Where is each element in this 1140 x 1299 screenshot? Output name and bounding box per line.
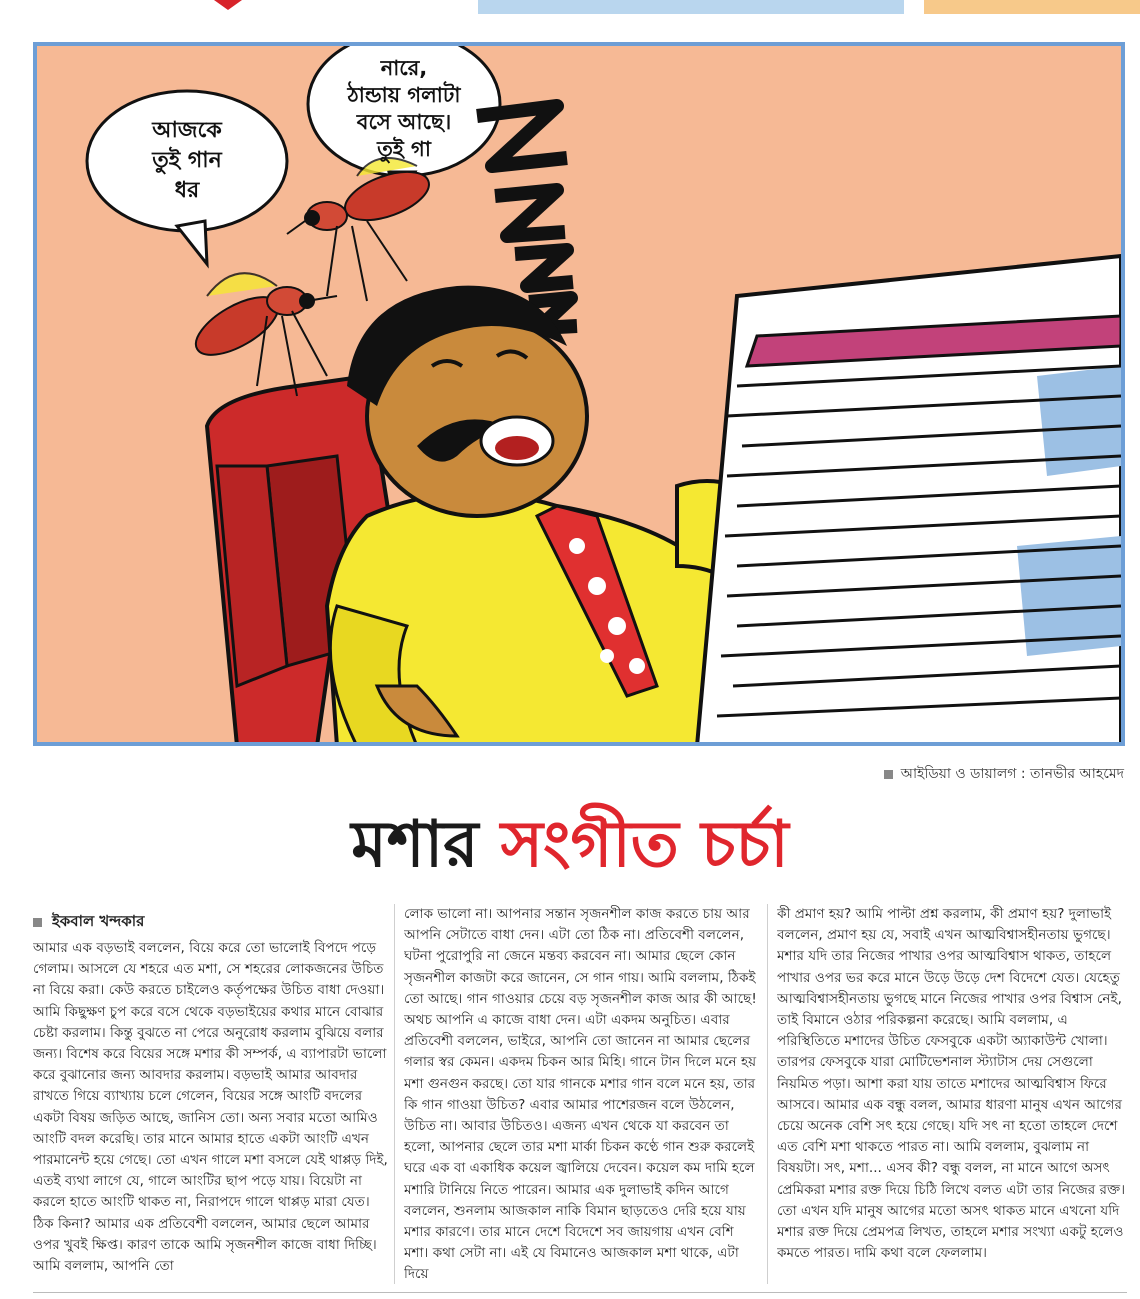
speech-bubble-right-text xyxy=(315,46,493,172)
cartoon-illustration xyxy=(33,42,1125,746)
headline-part-2: সংগীত চর্চা xyxy=(500,807,789,882)
credit-text: আইডিয়া ও ডায়ালগ : তানভীর আহমেদ xyxy=(900,766,1124,782)
square-bullet-icon xyxy=(33,918,42,927)
bubble-right-line: বসে আছে। xyxy=(356,110,452,134)
article-column-3 xyxy=(777,904,1127,1284)
top-orange-band xyxy=(924,0,1140,14)
bubble-right-line: ঠান্ডায় গলাটা xyxy=(347,83,461,107)
article-column-1 xyxy=(33,938,388,1283)
bubble-right-line: তুই গা xyxy=(377,137,431,161)
mosquito-right xyxy=(287,158,435,301)
top-color-strip xyxy=(0,0,1140,16)
speech-bubble-left-text xyxy=(89,94,285,228)
column-text: কী প্রমাণ হয়? আমি পাল্টা প্রশ্ন করলাম, কী প্রমাণ হয়? দুলাভাই বললেন, প্রমাণ হয় যে, সবাই এখন আত্মবিশ্বাসহীনতায় ভুগছে। মশার যদি তার নিজের পাখার ওপর আত্মবিশ্বাস থাকত, তাহলে পাখার ওপর ভর করে মানে উড়ে উড়ে দেশ বিদেশে যেত। যেহেতু আত্মবিশ্বাসহীনতায় ভুগছে মানে নিজের পাখার ওপর বিশ্বাস নেই, তাই বিমানে ওঠার পরিকল্পনা করেছে। আমি বললাম, এ পরিস্থিতিতে মশাদের উচিত ফেসবুকে একটা অ্যাকাউন্ট খোলা। তারপর ফেসবুকে যারা মোটিভেশনাল স্ট্যাটাস দেয় সেগুলো নিয়মিত পড়া। আশা করা যায় তাতে মশাদের আত্মবিশ্বাস ফিরে আসবে। আমার এক বন্ধু বলল, আমার ধারণা মানুষ এখন আগের চেয়ে অনেক বেশি সৎ হয়ে গেছে। যদি সৎ না হতো তাহলে দেশে এত বেশি মশা থাকতে পারত না। আমি বললাম, বুঝলাম না বিষয়টা। সৎ, মশা... এসব কী? বন্ধু বলল, না মানে আগে অসৎ প্রেমিকরা মশার রক্ত দিয়ে চিঠি লিখে বলত এটা তার নিজের রক্ত। তো এখন যদি মানুষ আগের মতো অসৎ থাকত মানে এখনো যদি মশার রক্ত দিয়ে প্রেমপত্র লিখত, তাহলে মশার সংখ্যা একটু হলেও কমতে পারত। দামি কথা বলে ফেললাম। xyxy=(777,906,1126,1262)
bottom-rule xyxy=(33,1292,1127,1293)
article-headline xyxy=(0,800,1140,890)
bubble-left-line: তুই গান xyxy=(152,148,222,173)
bubble-left-line: ধর xyxy=(174,178,200,203)
top-red-marker xyxy=(214,0,242,10)
article-column-2 xyxy=(404,904,759,1284)
mosquito-left xyxy=(187,273,337,396)
author-byline xyxy=(33,910,144,935)
top-blue-band xyxy=(478,0,904,14)
file-stack xyxy=(697,256,1121,742)
author-name: ইকবাল খন্দকার xyxy=(52,912,145,930)
snore-z-3 xyxy=(515,250,573,286)
square-bullet-icon xyxy=(884,770,893,779)
column-divider xyxy=(394,904,395,1284)
headline-part-1: মশার xyxy=(351,807,479,882)
snore-z-2 xyxy=(495,190,565,236)
column-divider xyxy=(767,904,768,1284)
bubble-right-line: নারে, xyxy=(380,56,428,80)
bubble-left-line: আজকে xyxy=(152,118,222,143)
illustration-credit xyxy=(884,762,1124,786)
column-text: লোক ভালো না। আপনার সন্তান সৃজনশীল কাজ করতে চায় আর আপনি সেটাতে বাধা দেন। এটা তো ঠিক না। প্রতিবেশী বললেন, ঘটনা পুরোপুরি না জেনে মন্তব্য করবেন না। আমার ছেলে কোন সৃজনশীল কাজটা করে জানেন, সে গান গায়। আমি বললাম, ঠিকই তো আছে। গান গাওয়ার চেয়ে বড় সৃজনশীল কাজ আর কী আছে! অথচ আপনি এ কাজে বাধা দেন। এটা একদম অনুচিত। এবার প্রতিবেশী বললেন, ভাইরে, আপনি তো জানেন না আমার ছেলের গলার স্বর কেমন। একদম চিকন আর মিহি। গানে টান দিলে মনে হয় মশা গুনগুন করছে। তো যার গানকে মশার গান বলে মনে হয়, তার কি গান গাওয়া উচিত? এবার আমার পাশেরজন বলে উঠলেন, উচিত না। আবার উচিতও। এজন্য এখন থেকে যা করবেন তা হলো, আপনার ছেলে তার মশা মার্কা চিকন কণ্ঠে গান শুরু করলেই ঘরে এক বা একাধিক কয়েল জ্বালিয়ে দেবেন। কয়েল কম দামি হলে মশারি টানিয়ে নিতে পারেন। আমার এক দুলাভাই কদিন আগে বললেন, শুনলাম আজকাল নাকি বিমান ছাড়তেও দেরি হয়ে যায় মশার কারণে। তার মানে দেশে বিদেশে সব জায়গায় এখন বেশি মশা। কথা সেটা না। এই যে বিমানেও আজকাল মশা থাকে, এটা দিয়ে xyxy=(404,906,757,1283)
column-text: আমার এক বড়ভাই বললেন, বিয়ে করে তো ভালোই বিপদে পড়ে গেলাম। আসলে যে শহরে এত মশা, সে শহরের লোকজনের উচিত না বিয়ে করা। কেউ করতে চাইলেও কর্তৃপক্ষের উচিত বাধা দেওয়া। আমি কিছুক্ষণ চুপ করে বসে থেকে বড়ভাইয়ের কথার মানে বোঝার চেষ্টা করলাম। কিন্তু বুঝতে না পেরে অনুরোধ করলাম বুঝিয়ে বলার জন্য। বিশেষ করে বিয়ের সঙ্গে মশার কী সম্পর্ক, এ ব্যাপারটা ভালো করে বুঝানোর জন্য আবদার করলাম। বড়ভাই আমার আবদার রাখতে গিয়ে ব্যাখ্যায় চলে গেলেন, বিয়ের সঙ্গে আংটি বদলের একটা বিষয় জড়িত আছে, জানিস তো। অন্য সবার মতো আমিও আংটি বদল করেছি। তার মানে আমার হাতে একটা আংটি এখন পারমানেন্ট হয়ে গেছে। তো এখন গালে মশা বসলে যেই থাপ্পড় দিই, এতই ব্যথা লাগে যে, গালে আংটির ছাপ পড়ে যায়। বিয়েটা না করলে হাতে আংটি থাকত না, নিরাপদে গালে থাপ্পড় মারা যেত। ঠিক কিনা? আমার এক প্রতিবেশী বললেন, আমার ছেলে আমার ওপর খুবই ক্ষিপ্ত। কারণ তাকে আমি সৃজনশীল কাজে বাধা দিচ্ছি। আমি বললাম, আপনি তো xyxy=(33,940,388,1275)
